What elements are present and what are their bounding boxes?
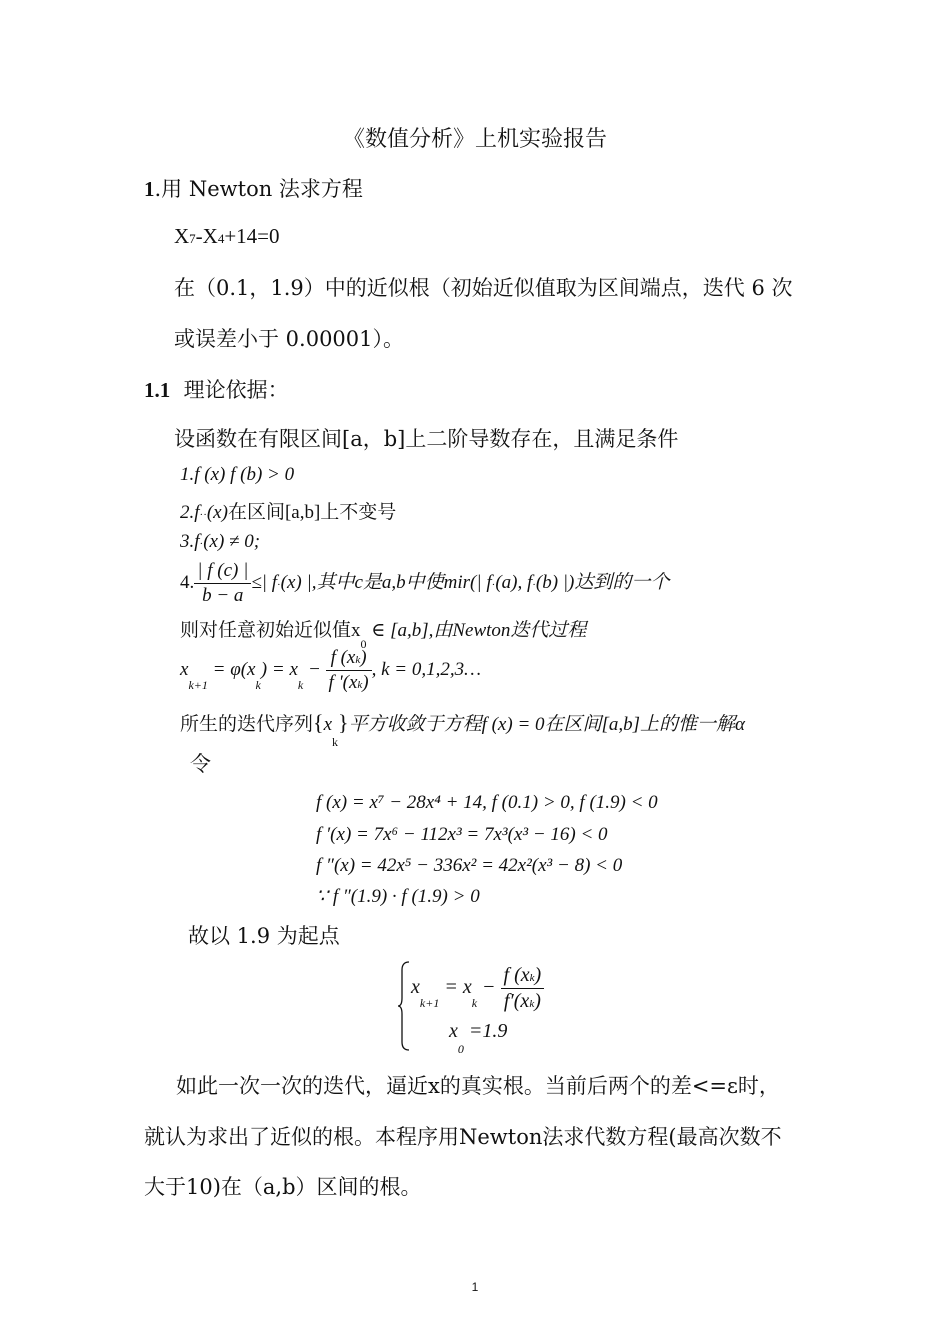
condition-4 — [180, 560, 669, 607]
cond4-prefix: 4. — [180, 571, 195, 593]
section-1-heading — [144, 173, 363, 203]
seq-x: x — [323, 714, 333, 735]
seq-sub: k — [332, 735, 339, 749]
iteration-formula — [180, 647, 481, 694]
para-line-1: 如此一次一次的迭代，逼近x的真实根。当前后两个的差<=ε时， — [176, 1074, 780, 1098]
sys-num-sub: k — [529, 972, 535, 984]
cond3-prefix: 3.f — [180, 531, 200, 552]
sys-row2-eq: =1.9 — [468, 1020, 508, 1042]
cond4-mark-2: · — [491, 578, 496, 591]
cond4-after: (x) |,其中c是a,b中使mir(| f — [280, 571, 492, 593]
iter-eq1: = φ(x — [212, 658, 256, 680]
ling-label: 令 — [190, 752, 211, 776]
iter-num: f (x — [330, 647, 356, 668]
cond2-mark: ·· — [199, 509, 207, 521]
condition-1: 1.f (x) f (b) > 0 — [180, 464, 295, 485]
cond4-mark-3: · — [532, 578, 536, 591]
iter-num-close: ) — [360, 647, 367, 668]
derivative-line-2: f ′(x) = 7x⁶ − 112x³ = 7x³(x³ − 16) < 0 — [316, 824, 608, 845]
iter-eq2: ) = x — [260, 658, 298, 680]
derivative-line-3: f ″(x) = 42x⁵ − 336x² = 42x²(x³ − 8) < 0 — [316, 855, 623, 876]
sys-eq: = x — [444, 976, 472, 999]
derivative-line-4: ∵ f ″(1.9) · f (1.9) > 0 — [316, 886, 480, 907]
iter-den: f '(x — [328, 672, 358, 693]
para-line-3: 大于10)在（a,b）区间的根。 — [144, 1175, 422, 1199]
iter-x: x — [180, 658, 189, 680]
sys-sub2: k — [471, 996, 478, 1011]
eq-mid: -X — [195, 224, 218, 248]
cond4-mid: ≤| f — [251, 571, 277, 593]
cond4-fraction — [194, 560, 251, 607]
cond4-denominator: b − a — [202, 585, 244, 606]
cond2-prefix: 2.f — [180, 502, 200, 523]
section-number: 1 — [144, 177, 155, 201]
seq-text-2: 平方收敛于方程f (x) = 0在区间[a,b]上的惟一解α — [348, 714, 746, 735]
cond4-after-2: (a), f — [495, 571, 533, 593]
cond4-mark: · — [277, 578, 281, 591]
left-brace-icon — [397, 960, 411, 1052]
iteration-system — [397, 960, 597, 1056]
sys-den-sub: k — [529, 998, 535, 1010]
iter-tail: , k = 0,1,2,3… — [371, 658, 482, 680]
condition-3 — [180, 531, 260, 553]
sys-sub: k+1 — [419, 996, 440, 1011]
condition-2 — [180, 497, 396, 524]
newton-sub: 0 — [360, 637, 367, 651]
iter-sub-k: k — [255, 677, 261, 692]
eq-base-1: X — [174, 224, 190, 248]
seq-text-1: 所生的迭代序列 — [180, 714, 314, 735]
sys-den: f′(x — [503, 990, 530, 1012]
iter-den-close: ) — [362, 672, 369, 693]
derivative-line-1: f (x) = x⁷ − 28x⁴ + 14, f (0.1) > 0, f (1.9) < 0 — [316, 792, 658, 813]
page-title: 《数值分析》上机实验报告 — [342, 127, 607, 152]
cond3-arg: (x) ≠ 0; — [203, 531, 261, 552]
cond4-after-3: (b) |)达到的一个 — [535, 571, 670, 593]
cond3-mark: · — [199, 538, 204, 550]
sys-x: x — [411, 976, 420, 999]
para-line-2: 就认为求出了近似的根。本程序用Newton法求代数方程(最高次数不 — [144, 1125, 782, 1149]
cond2-arg: (x) — [206, 502, 228, 523]
page-number: 1 — [471, 1280, 479, 1294]
system-row-1 — [411, 964, 544, 1013]
start-point-text: 故以 1.9 为起点 — [188, 924, 340, 948]
eq-tail: +14=0 — [224, 224, 280, 248]
section-heading-text: .用 Newton 法求方程 — [154, 177, 363, 201]
section-1-1-text: 理论依据： — [183, 378, 289, 402]
cond4-numerator: | f (c) | — [194, 560, 251, 584]
sys-den-close: ) — [534, 990, 541, 1012]
iter-minus: − — [307, 658, 321, 680]
eq-exp-1: 7 — [189, 231, 196, 246]
sys-minus: − — [482, 976, 496, 999]
sys-num-close: ) — [534, 964, 542, 986]
newton-text-2: ∈ [a,b],由Newton迭代过程 — [371, 620, 587, 641]
theory-intro: 设函数在有限区间[a，b]上二阶导数存在，且满足条件 — [174, 427, 679, 451]
task-line-1: 在（0.1，1.9）中的近似根（初始近似值取为区间端点，迭代 6 次 — [174, 276, 793, 300]
task-line-2: 或误差小于 0.00001）。 — [174, 327, 405, 351]
iter-fraction — [326, 647, 372, 694]
iter-sub-k2: k — [297, 677, 304, 692]
sequence-convergence: 所生的迭代序列$\{x_k\}$平方收敛于方程f (x) = 0在区间[a,b]上的惟一解α — [180, 710, 746, 749]
cond2-text: 在区间[a,b]上不变号 — [227, 502, 397, 523]
section-1-1-number: 1.1 — [144, 378, 171, 402]
sys-row2-x: x — [449, 1020, 458, 1042]
iter-sub-k1: k+1 — [188, 677, 208, 692]
eq-exp-2: 4 — [217, 231, 225, 246]
iter-num-sub: k — [355, 654, 361, 666]
sys-row2-sub: 0 — [457, 1042, 464, 1056]
sys-fraction — [501, 964, 545, 1013]
target-equation — [174, 224, 280, 249]
iter-den-sub: k — [357, 679, 363, 691]
system-row-2 — [449, 1020, 507, 1057]
section-1-1-heading — [144, 374, 289, 404]
newton-text-1: 则对任意初始近似值x — [180, 620, 361, 641]
sys-num: f (x — [503, 964, 530, 986]
